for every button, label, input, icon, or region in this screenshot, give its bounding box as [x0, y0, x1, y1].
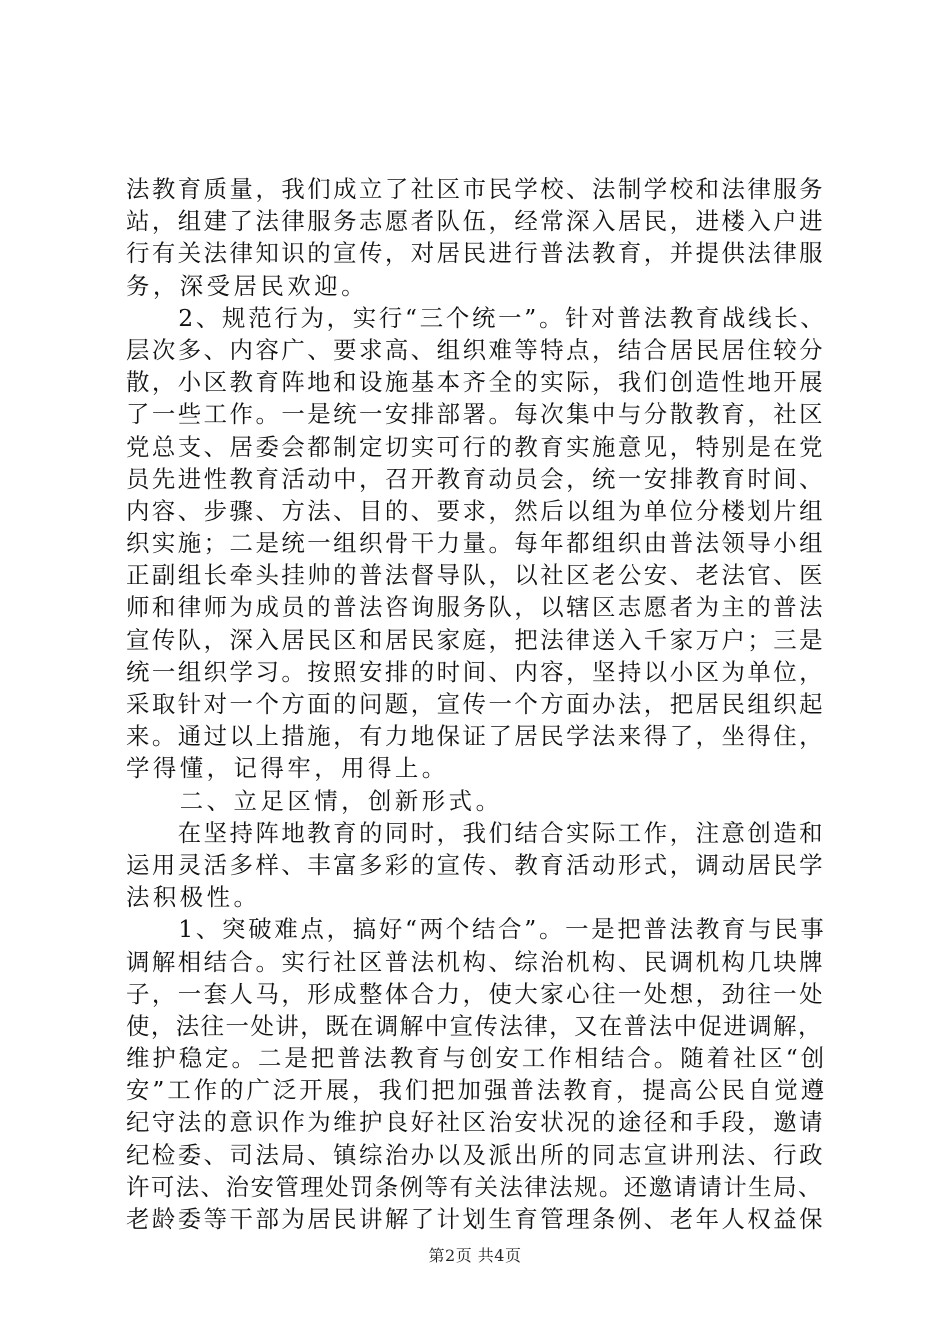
text-line: 学得懂，记得牢，用得上。 — [126, 754, 449, 783]
text-line: 运用灵活多样、丰富多彩的宣传、教育活动形式，调动居民学 — [126, 850, 826, 879]
text-line: 纪守法的意识作为维护良好社区治安状况的途径和手段，邀请 — [126, 1108, 826, 1137]
page-footer: 第2页 共4页 — [428, 1246, 522, 1265]
text-line: 法积极性。 — [126, 883, 261, 912]
text-line: 员先进性教育活动中，召开教育动员会，统一安排教育时间、 — [126, 464, 826, 493]
text-line: 来。通过以上措施，有力地保证了居民学法来得了，坐得住， — [126, 722, 826, 751]
text-line: 纪检委、司法局、镇综治办以及派出所的同志宣讲刑法、行政 — [126, 1140, 826, 1169]
text-line: 安”工作的广泛开展，我们把加强普法教育，提高公民自觉遵 — [126, 1076, 828, 1105]
text-line: 许可法、治安管理处罚条例等有关法律法规。还邀请请计生局、 — [126, 1172, 823, 1201]
text-line: 使，法往一处讲，既在调解中宣传法律，又在普法中促进调解， — [126, 1011, 823, 1040]
text-line: 采取针对一个方面的问题，宣传一个方面办法，把居民组织起 — [126, 690, 826, 718]
text-line: 层次多、内容广、要求高、组织难等特点，结合居民居住较分 — [126, 335, 826, 364]
text-line: 了一些工作。一是统一安排部署。每次集中与分散教育，社区 — [126, 400, 826, 429]
text-line: 务，深受居民欢迎。 — [126, 271, 369, 300]
text-line: 内容、步骤、方法、目的、要求，然后以组为单位分楼划片组 — [126, 496, 826, 525]
text-line: 法教育质量，我们成立了社区市民学校、法制学校和法律服务 — [126, 175, 826, 203]
text-line: 站，组建了法律服务志愿者队伍，经常深入居民，进楼入户进 — [126, 207, 826, 236]
text-line: 散，小区教育阵地和设施基本齐全的实际，我们创造性地开展 — [126, 368, 826, 397]
text-line: 行有关法律知识的宣传，对居民进行普法教育，并提供法律服 — [126, 239, 826, 268]
text-line: 1、突破难点，搞好“两个结合”。一是把普法教育与民事 — [126, 915, 827, 944]
text-line: 老龄委等干部为居民讲解了计划生育管理条例、老年人权益保 — [126, 1205, 826, 1233]
body-text — [126, 173, 828, 1235]
text-line: 党总支、居委会都制定切实可行的教育实施意见，特别是在党 — [126, 432, 826, 461]
text-line: 二、立足区情，创新形式。 — [126, 786, 503, 815]
text-line: 正副组长牵头挂帅的普法督导队，以社区老公安、老法官、医 — [126, 561, 826, 590]
text-line: 调解相结合。实行社区普法机构、综治机构、民调机构几块牌 — [126, 947, 826, 976]
text-line: 在坚持阵地教育的同时，我们结合实际工作，注意创造和 — [126, 818, 826, 847]
text-line: 子，一套人马，形成整体合力，使大家心往一处想，劲往一处 — [126, 979, 826, 1008]
text-line: 2、规范行为，实行“三个统一”。针对普法教育战线长、 — [126, 303, 827, 332]
text-line: 宣传队，深入居民区和居民家庭，把法律送入千家万户；三是 — [126, 625, 826, 654]
text-line: 织实施；二是统一组织骨干力量。每年都组织由普法领导小组 — [126, 529, 826, 558]
text-line: 统一组织学习。按照安排的时间、内容，坚持以小区为单位， — [126, 657, 826, 686]
text-line: 维护稳定。二是把普法教育与创安工作相结合。随着社区“创 — [126, 1044, 828, 1073]
text-line: 师和律师为成员的普法咨询服务队，以辖区志愿者为主的普法 — [126, 593, 826, 622]
